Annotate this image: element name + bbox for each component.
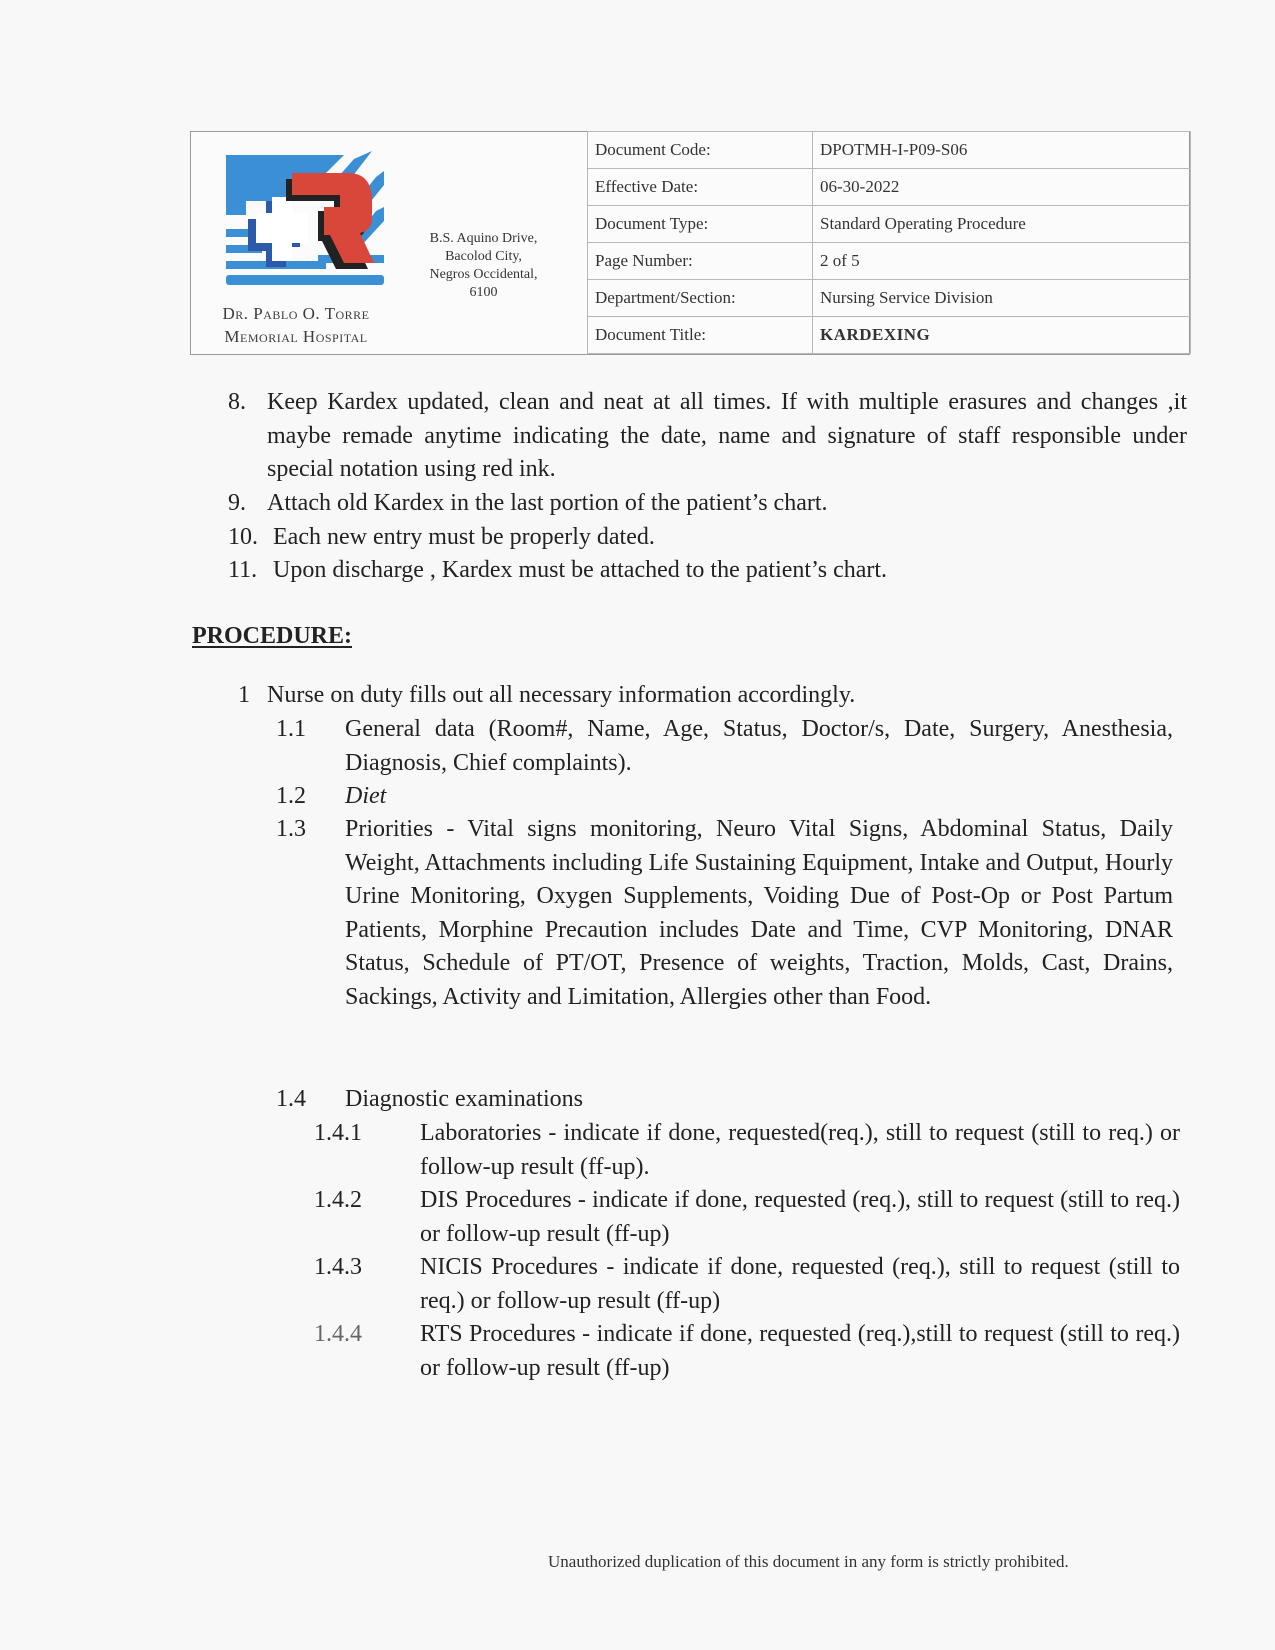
footer-notice: Unauthorized duplication of this document in any form is strictly prohibited. bbox=[548, 1552, 1069, 1571]
info-label: Document Title: bbox=[588, 317, 813, 354]
logo-cell bbox=[191, 132, 401, 354]
info-label: Page Number: bbox=[588, 243, 813, 280]
address-line: Negros Occidental, bbox=[429, 267, 538, 282]
info-row-document-type bbox=[588, 206, 1191, 243]
list-number: 11. bbox=[228, 557, 258, 583]
diagnostic-text: DIS Procedures - indicate if done, requested (req.), still to request (still to req.) or follow-up result (ff-up) bbox=[420, 1187, 1180, 1247]
diagnostic-number: 1.4.2 bbox=[314, 1187, 362, 1213]
info-label: Effective Date: bbox=[588, 169, 813, 206]
info-label: Document Type: bbox=[588, 206, 813, 243]
step-number: 1 bbox=[238, 682, 250, 708]
substep-number: 1.2 bbox=[276, 783, 306, 809]
diagnostic-text: Laboratories - indicate if done, requested(req.), still to request (still to req.) or follow-up result (ff-up). bbox=[420, 1120, 1180, 1180]
list-text: Upon discharge , Kardex must be attached to the patient’s chart. bbox=[273, 557, 888, 583]
info-value: DPOTMH-I-P09-S06 bbox=[813, 132, 1191, 169]
hospital-name bbox=[191, 302, 401, 348]
hospital-name-line2: Memorial Hospital bbox=[224, 327, 368, 346]
diagnostic-text: NICIS Procedures - indicate if done, requested (req.), still to request (still to req.) or follow-up result (ff-up) bbox=[420, 1254, 1180, 1314]
substep-number: 1.3 bbox=[276, 816, 306, 842]
info-row-document-title bbox=[588, 317, 1191, 354]
info-row-department bbox=[588, 280, 1191, 317]
info-value: 2 of 5 bbox=[813, 243, 1191, 280]
address-line: Bacolod City, bbox=[445, 249, 522, 264]
info-value: 06-30-2022 bbox=[813, 169, 1191, 206]
list-number: 9. bbox=[228, 490, 246, 516]
document-info-table bbox=[587, 131, 1191, 354]
section-title-procedure: PROCEDURE: bbox=[192, 623, 352, 649]
step-text: Nurse on duty fills out all necessary information accordingly. bbox=[267, 682, 856, 708]
info-label: Document Code: bbox=[588, 132, 813, 169]
document-header bbox=[190, 131, 1190, 355]
info-label: Department/Section: bbox=[588, 280, 813, 317]
address-line: 6100 bbox=[469, 285, 498, 300]
address-cell bbox=[401, 132, 566, 354]
substep-text: Priorities - Vital signs monitoring, Neuro Vital Signs, Abdominal Status, Daily Weight, Attachments including Life Sustaining Equipment, Intake and Output, Hourly Urine Monitoring, Oxygen Supplements, Voiding Due of Post-Op or Post Partum Patients, Morphine Precaution includes Date and Time, CVP Monitoring, DNAR Status, Schedule of PT/OT, Presence of weights, Traction, Molds, Cast, Drains, Sackings, Activity and Limitation, Allergies other than Food. bbox=[345, 816, 1173, 1010]
diagnostic-number: 1.4.1 bbox=[314, 1120, 362, 1146]
address-line: B.S. Aquino Drive, bbox=[429, 231, 538, 246]
substep-text: Diet bbox=[345, 783, 387, 809]
substep-number: 1.1 bbox=[276, 716, 306, 742]
info-value: KARDEXING bbox=[813, 317, 1191, 354]
substep-text: General data (Room#, Name, Age, Status, Doctor/s, Date, Surgery, Anesthesia, Diagnosis, Chief complaints). bbox=[345, 716, 1173, 776]
hospital-address bbox=[401, 230, 566, 302]
list-number: 8. bbox=[228, 389, 246, 415]
list-text: Each new entry must be properly dated. bbox=[273, 524, 655, 550]
diagnostic-number: 1.4.3 bbox=[314, 1254, 362, 1280]
diagnostic-number: 1.4.4 bbox=[314, 1321, 362, 1347]
hospital-logo-icon bbox=[226, 151, 384, 287]
info-row-document-code bbox=[588, 132, 1191, 169]
substep-number: 1.4 bbox=[276, 1086, 306, 1112]
diagnostic-text: RTS Procedures - indicate if done, requested (req.),still to request (still to req.) or follow-up result (ff-up) bbox=[420, 1321, 1180, 1381]
list-number: 10. bbox=[228, 524, 258, 550]
info-value: Nursing Service Division bbox=[813, 280, 1191, 317]
info-value: Standard Operating Procedure bbox=[813, 206, 1191, 243]
list-text: Keep Kardex updated, clean and neat at all times. If with multiple erasures and changes ,it maybe remade anytime indicating the date, name and signature of staff responsible under special notation using red ink. bbox=[267, 389, 1187, 482]
info-row-effective-date bbox=[588, 169, 1191, 206]
hospital-name-line1: Dr. Pablo O. Torre bbox=[222, 304, 370, 323]
info-row-page-number bbox=[588, 243, 1191, 280]
list-text: Attach old Kardex in the last portion of the patient’s chart. bbox=[267, 490, 828, 516]
substep-text: Diagnostic examinations bbox=[345, 1086, 583, 1112]
